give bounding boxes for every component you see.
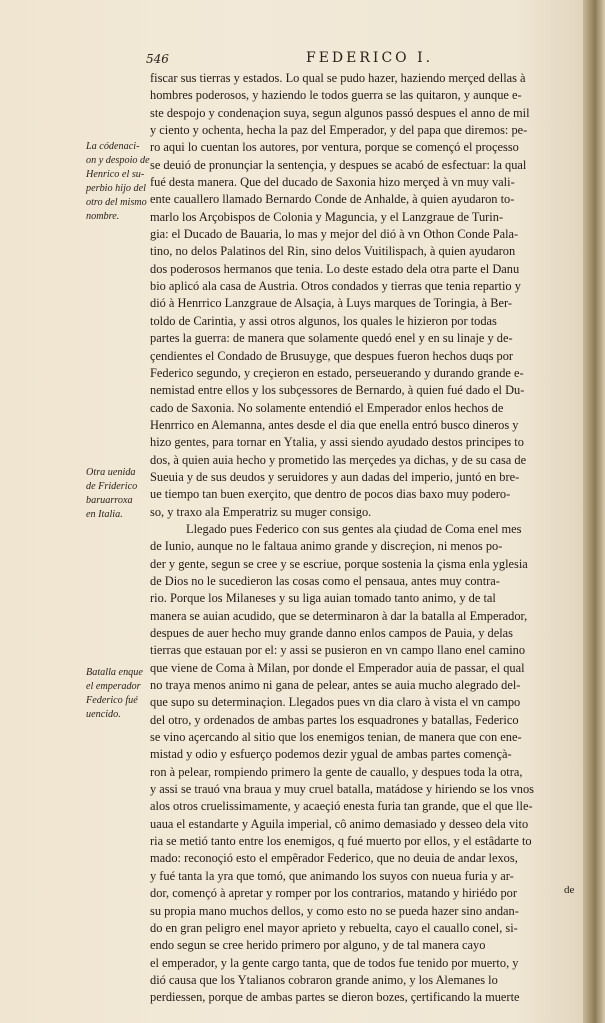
text-line: çendientes el Condado de Brusuyge, que despues fueron hechos duqs por	[150, 348, 514, 363]
text-line: marlo los Arçobispos de Colonia y Maguncia, y el Lanzgraue de Turin-	[150, 209, 504, 224]
text-line: endo segun se cree herido primero por alguno, y de tal manera cayo	[150, 938, 486, 953]
margin-note-line: on y despoio de	[86, 155, 150, 166]
margin-note-line: La códenaci-	[86, 141, 140, 152]
book-spine-edge	[583, 0, 605, 1023]
margin-note-line: Henrico el su-	[86, 169, 145, 180]
text-line: despues de auer hecho muy grande danno enlos campos de Pauia, y delas	[150, 626, 514, 640]
text-line: tierras que estauan por el: y assi se pusieron en vn campo llano enel camino	[150, 643, 526, 658]
text-line: se vino açercando al sitio que los enemigos tenian, de manera que con ene-	[150, 730, 522, 745]
text-line: mistad y odio y esfuerço podemos dezir ygual de ambas partes començà-	[150, 747, 512, 762]
text-line: nemistad entre ellos y los subçessores de Bernardo, à quien fué dado el Du-	[150, 383, 525, 398]
text-line: alos otros cruelissimamente, y acaeçió enesta furia tan grande, que el que lle-	[150, 799, 533, 814]
text-line: que viene de Coma à Milan, por donde el Emperador auia de passar, el qual	[150, 660, 525, 675]
margin-note-condemnation	[86, 140, 152, 224]
margin-note-line: otro del mismo	[86, 197, 147, 208]
text-line: Henrrico en Alemanna, antes desde el dia que enella entró busco dineros y	[150, 417, 519, 432]
margin-note-line: uencido.	[86, 709, 121, 720]
text-line: so, y traxo ala Emperatriz su muger consigo.	[150, 504, 372, 519]
text-line: ron à pelear, rompiendo primero la gente de cauallo, y despues toda la otra,	[150, 764, 523, 779]
text-line: fué desta manera. Que del ducado de Saxonia hizo merçed à vn muy vali-	[150, 175, 515, 190]
text-line: ente cauallero llamado Bernardo Conde de Anhalde, à quien ayudaron to-	[150, 192, 515, 207]
text-line: rio. Porque los Milaneses y su liga auian tomado tanto animo, y de tal	[150, 591, 496, 606]
margin-note-line: Batalla enque	[86, 667, 143, 678]
text-line: dos poderosos hermanos que tenia. Lo deste estado dela otra parte el Danu	[150, 261, 520, 276]
margin-note-line: nombre.	[86, 211, 120, 222]
text-line: que supo su determinaçion. Llegados pues vn dia claro à vista el vn campo	[150, 695, 521, 710]
text-line: fiscar sus tierras y estados. Lo qual se pudo hazer, haziendo merçed dellas à	[150, 71, 526, 85]
margin-note-line: Federico fué	[86, 695, 138, 706]
text-line: se deuió de pronunçiar la sentençia, y despues se acabó de esfectuar: la qual	[150, 157, 527, 172]
page-header	[146, 50, 576, 70]
text-line: perdiessen, porque de ambas partes se dieron bozes, çertificando la muerte	[150, 990, 520, 1005]
margin-note-line: en Italia.	[86, 509, 123, 520]
text-line: ro aqui lo cuentan los autores, por ventura, porque se començó el proçesso	[150, 140, 519, 155]
text-line: Llegado pues Federico con sus gentes ala çiudad de Coma enel mes	[186, 521, 522, 536]
text-line: del otro, y ordenados de ambas partes los esquadrones y batallas, Federico	[150, 712, 519, 727]
text-line: ste despojo y condenaçion suya, segun algunos passó despues el anno de mil	[150, 105, 530, 120]
text-line: y ciento y ochenta, hecha la paz del Emperador, y del papa que diremos: pe-	[150, 123, 528, 138]
text-line: de Iunio, aunque no le faltaua animo grande y discreçion, ni menos po-	[150, 539, 503, 554]
text-line: gia: el Ducado de Bauaria, lo mas y mejor del dió à vn Othon Conde Pala-	[150, 227, 519, 242]
text-line: do en gran peligro enel mayor aprieto y rebuelta, cayo el cauallo conel, si-	[150, 920, 518, 935]
body-text	[150, 70, 580, 1007]
text-line: der y gente, segun se cree y se escriue, porque sostenia la çisma enla yglesia	[150, 556, 528, 571]
text-line: dos, à quien auia hecho y prometido las merçedes ya dichas, y de su casa de	[150, 452, 527, 467]
text-line: y assi se trauó vna braua y muy cruel batalla, matádose y hiriendo se los vnos	[150, 782, 535, 797]
text-line: Sueuia y de sus deudos y seruidores y aun dadas del imperio, juntó en bre-	[150, 469, 520, 484]
text-line: partes la guerra: de manera que solamente quedó enel y en su linaje y de-	[150, 331, 513, 346]
text-line: tino, no delos Palatinos del Rin, sino delos Vuitilispach, à quien ayudaron	[150, 244, 516, 259]
margin-note-line: perbio hijo del	[86, 183, 146, 194]
margin-note-battle	[86, 666, 152, 722]
text-line: uaua el estandarte y Aguila imperial, cô animo demasiado y desseo dela vito	[150, 816, 529, 831]
text-line: manera se auian acudido, que se determinaron à dar la batalla al Emperador,	[150, 608, 528, 623]
text-line: no traya menos animo ni gana de pelear, antes se auia mucho alegrado del-	[150, 678, 521, 693]
text-line: hombres poderosos, y haziendo le todos guerra se las quitaron, y aunque e-	[150, 88, 522, 103]
text-line: mado: reconoçió esto el empêrador Federico, que no deuia de andar lexos,	[150, 851, 518, 866]
running-title: FEDERICO I.	[306, 50, 434, 66]
text-line: dor, començó à apretar y romper por los contrarios, matando y hiriédo por	[150, 886, 517, 901]
margin-note-line: de Friderico	[86, 481, 138, 492]
text-line: Federico segundo, y creçieron en estado, perseuerando y durando grande e-	[150, 365, 524, 380]
margin-note-line: el emperador	[86, 681, 141, 692]
text-line: toldo de Carintia, y assi otros algunos, los quales le hizieron por todas	[150, 313, 497, 328]
page-number: 546	[146, 52, 169, 66]
text-line: ria se metió tanto entre los enemigos, q fué muerto por ellos, y el estâdarte to	[150, 834, 532, 849]
text-line: su propia mano muchos dellos, y como esto no se pueda hazer sino andan-	[150, 903, 519, 918]
margin-note-return-to-italy	[86, 466, 152, 522]
text-line: el emperador, y la gente cargo tanta, que de todos fue tenido por muerto, y	[150, 955, 519, 970]
text-line: y fué tanta la yra que tomó, que animando los suyos con nueua furia y ar-	[150, 868, 514, 883]
text-line: ue tiempo tan buen exerçito, que dentro de pocos dias baxo muy podero-	[150, 487, 511, 502]
text-line: dió à Henrrico Lanzgraue de Alsaçia, à Luys marques de Toringia, à Ber-	[150, 296, 512, 311]
text-line: de Dios no le sucedieron las cosas como el pensaua, antes muy contra-	[150, 573, 500, 588]
margin-note-line: Otra uenida	[86, 467, 136, 478]
text-line: cado de Saxonia. No solamente entendió el Emperador enlos hechos de	[150, 400, 504, 415]
text-line: hizo gentes, para tornar en Ytalia, y assi siendo ayudado destos principes to	[150, 435, 524, 450]
catchword: de	[564, 884, 575, 896]
text-line: bio aplicó ala casa de Austria. Otros condados y tierras que tenia repartio y	[150, 279, 521, 294]
text-line: dió causa que los Ytalianos cobraron grande animo, y los Alemanes lo	[150, 972, 498, 987]
margin-note-line: baruarroxa	[86, 495, 133, 506]
